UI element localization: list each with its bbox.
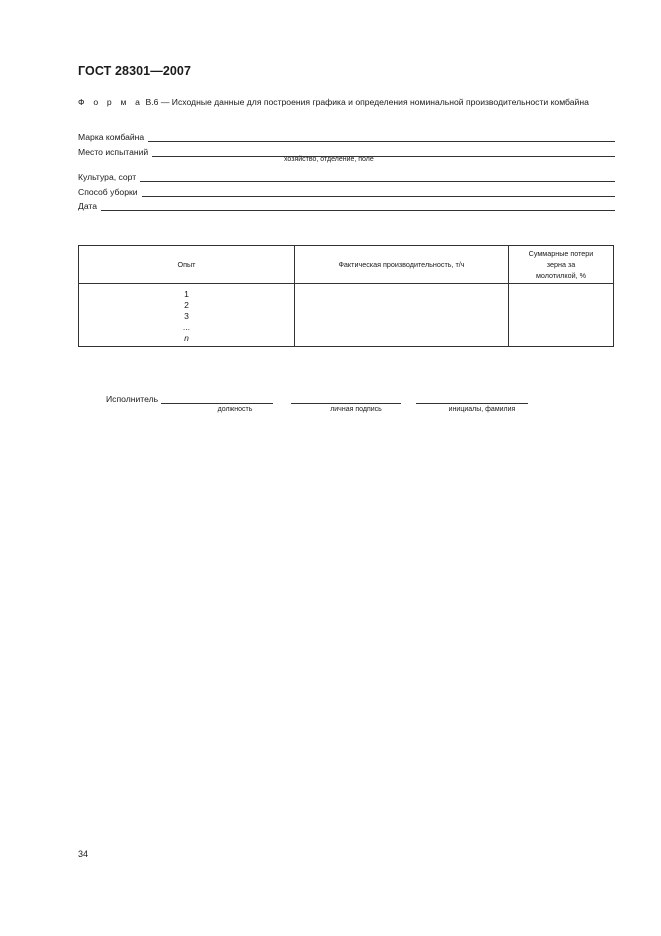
signature-line-signature[interactable] (291, 394, 401, 404)
signature-line-name[interactable] (416, 394, 528, 404)
trial-item: 1 (184, 289, 189, 299)
caption-name: инициалы, фамилия (448, 406, 516, 413)
table-row (79, 284, 614, 347)
field-line-date[interactable] (101, 201, 615, 211)
field-line-crop-variety[interactable] (140, 172, 615, 182)
field-label-test-site: Место испытаний (78, 147, 149, 157)
trial-list (79, 284, 294, 344)
document-code: ГОСТ 28301—2007 (78, 64, 192, 78)
caption-signature: личная подпись (330, 406, 382, 413)
field-combine-brand (78, 130, 615, 142)
form-caption-prefix: Ф о р м а (78, 97, 144, 107)
field-hint-test-site: хозяйство, отделение, поле (284, 156, 374, 163)
trial-item: 3 (184, 311, 189, 321)
signature-label: Исполнитель (106, 394, 159, 404)
field-label-harvest-method: Способ уборки (78, 187, 138, 197)
trial-item: 2 (184, 300, 189, 310)
signature-block (106, 394, 528, 404)
field-harvest-method (78, 185, 615, 197)
cell-productivity[interactable] (295, 284, 509, 347)
form-caption (78, 96, 618, 109)
cell-trials (79, 284, 295, 347)
field-label-crop-variety: Культура, сорт (78, 172, 137, 182)
table-header-row (79, 246, 614, 284)
signature-line-position[interactable] (161, 394, 273, 404)
field-label-combine-brand: Марка комбайна (78, 132, 145, 142)
trial-item: n (184, 333, 189, 343)
header-grain-losses: Суммарные потери зерна за молотилкой, % (509, 246, 614, 284)
form-caption-text: В.6 — Исходные данные для построения графика и определения номинальной производительности комбайна (143, 97, 589, 107)
header-productivity: Фактическая производительность, т/ч (295, 246, 509, 284)
header-trial: Опыт (79, 246, 295, 284)
field-line-combine-brand[interactable] (148, 132, 615, 142)
field-label-date: Дата (78, 201, 98, 211)
data-table (78, 245, 614, 347)
field-line-harvest-method[interactable] (142, 187, 615, 197)
cell-grain-losses[interactable] (509, 284, 614, 347)
page-number: 34 (78, 849, 89, 859)
field-crop-variety (78, 170, 615, 182)
trial-item: ... (182, 322, 191, 332)
caption-position: должность (217, 406, 253, 413)
field-date (78, 199, 615, 211)
field-line-test-site[interactable] (152, 147, 615, 157)
